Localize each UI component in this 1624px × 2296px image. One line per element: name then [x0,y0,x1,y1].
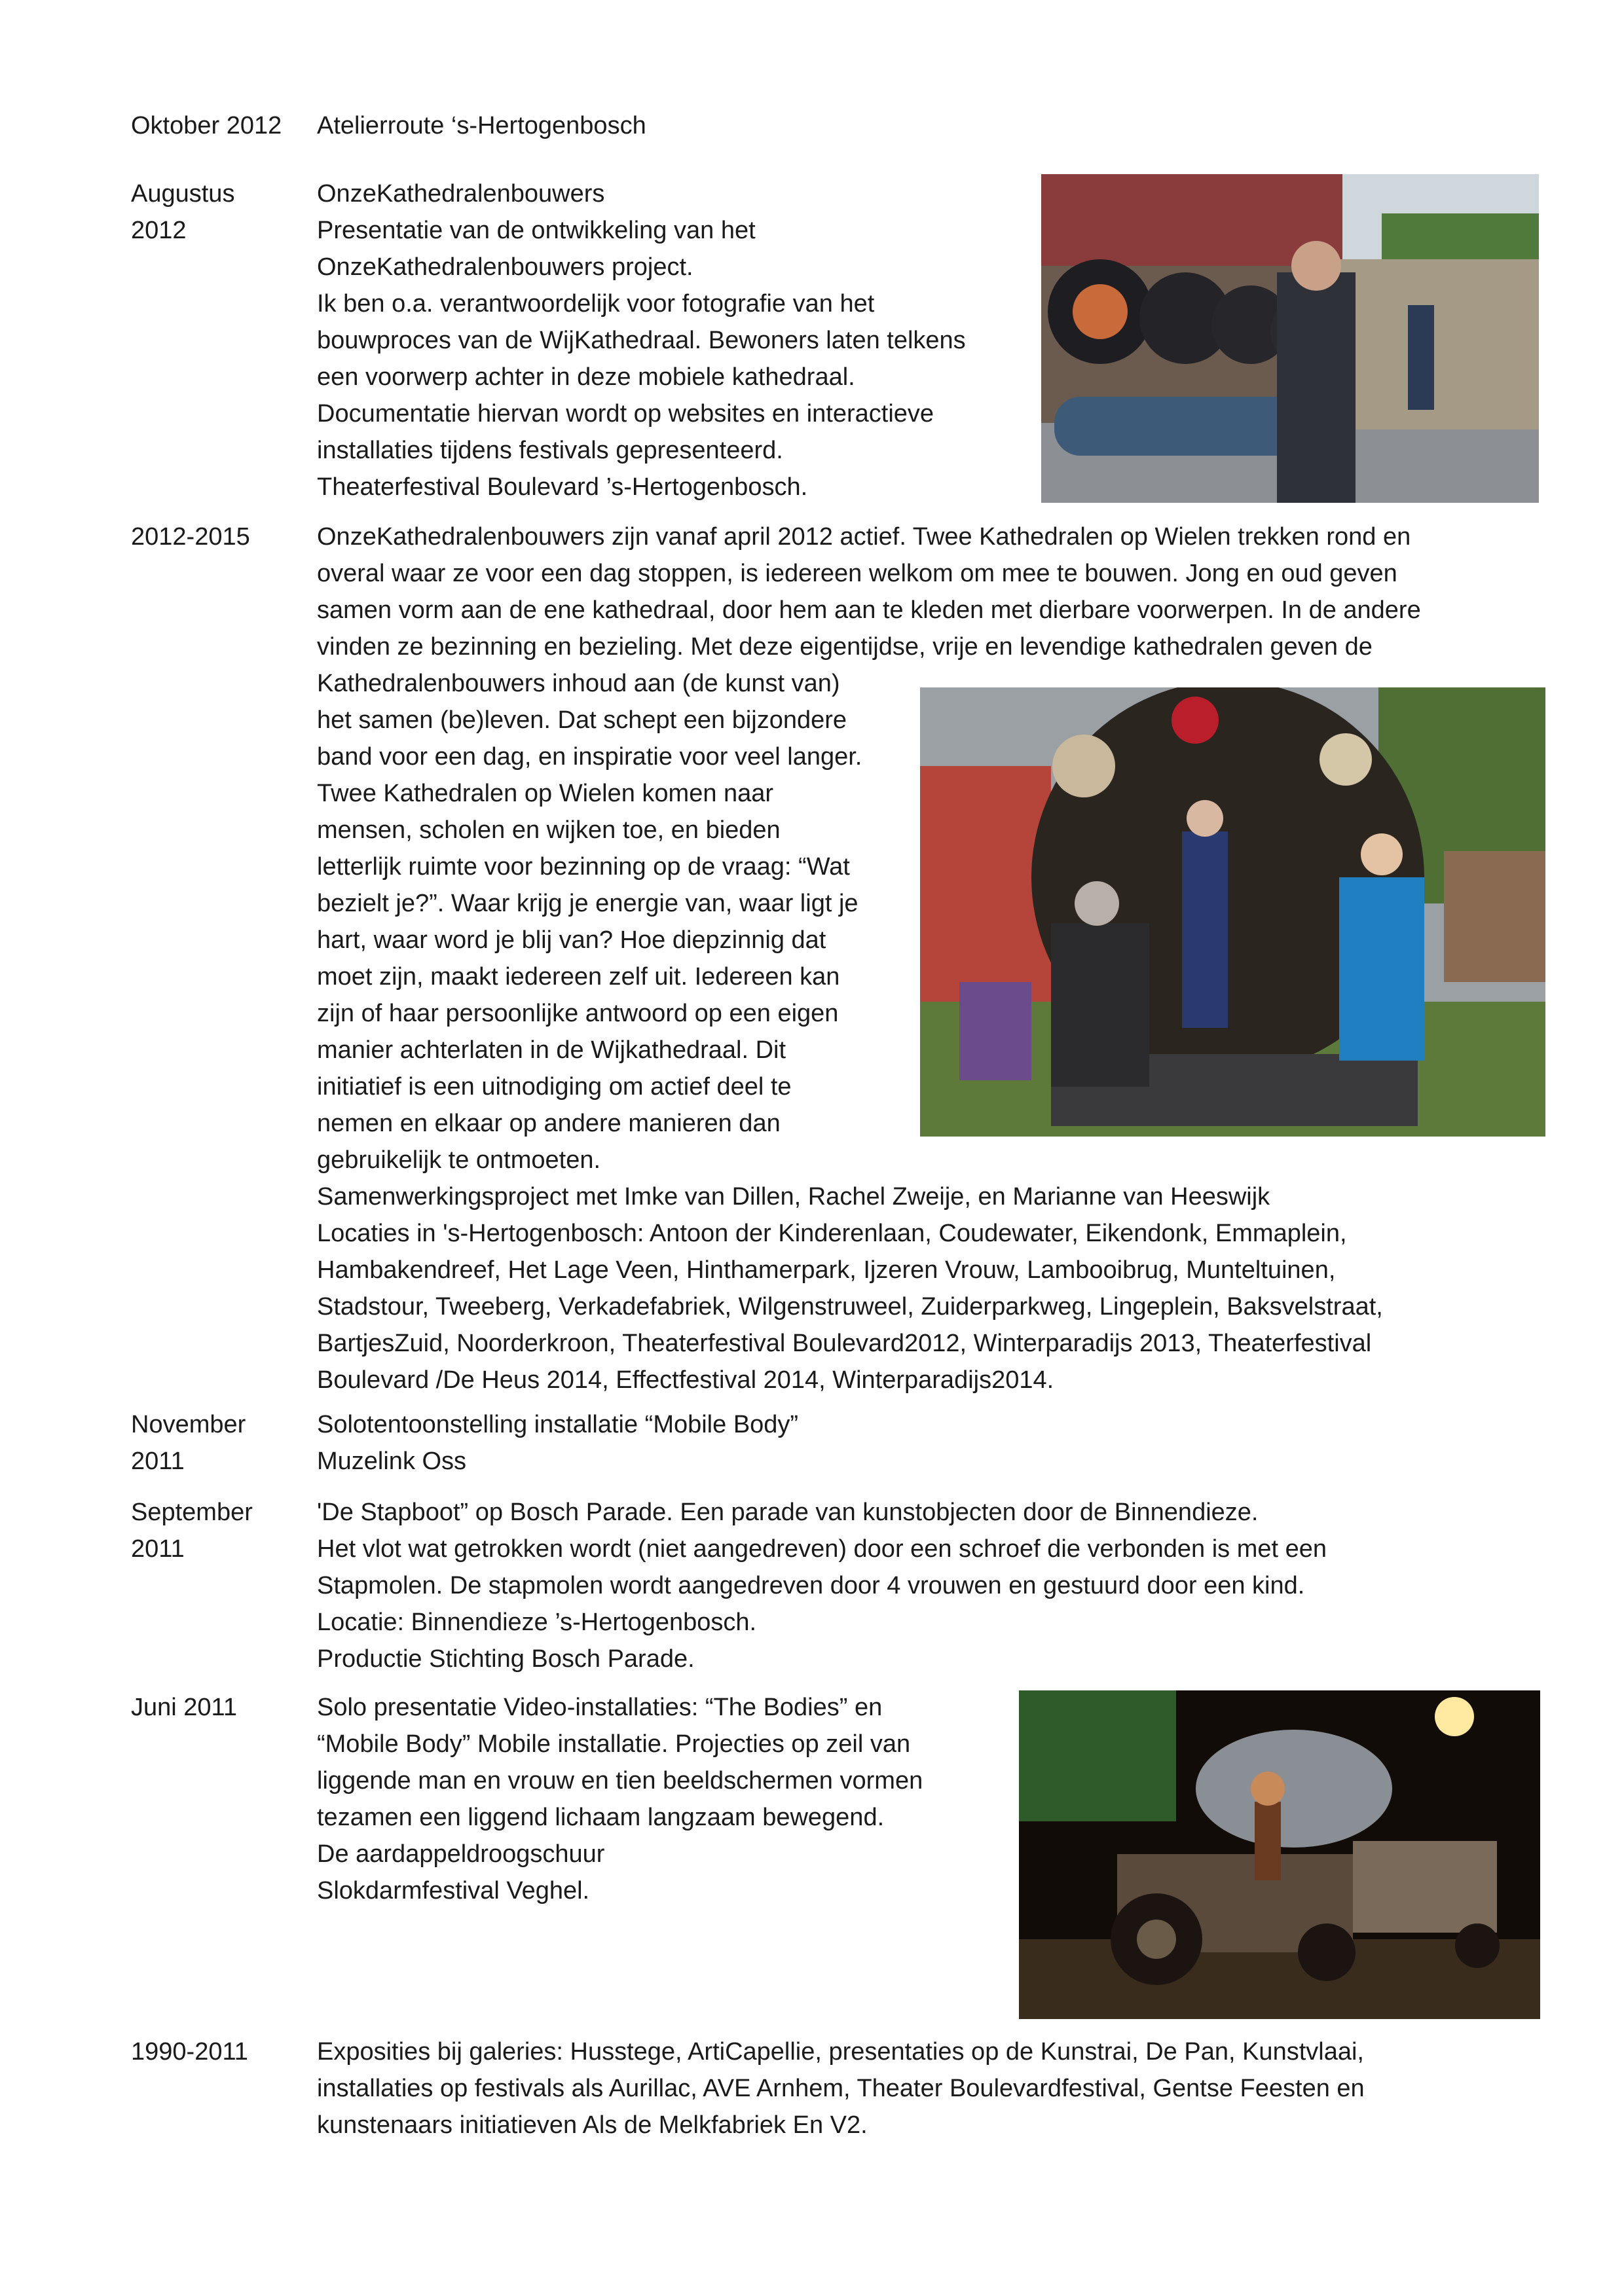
entry-text-atelierroute: Atelierroute ‘s-Hertogenbosch [317,112,646,139]
entry-text-the-bodies: Solo presentatie Video-installaties: “The Bodies” en “Mobile Body” Mobile installatie. Projecties op zeil van liggende man en vrouw en tien beeldschermen vormen tezamen een liggend lichaam langzaam bewegend. De aardappeldroogschuur Slokdarmfestival Veghel. [317,1694,923,1904]
photo-cathedral-tyres [1041,174,1539,503]
photo-wijkathedraal-park [920,687,1545,1137]
entry-text-onzekathedralenbouwers: OnzeKathedralenbouwers Presentatie van de ontwikkeling van het OnzeKathedralenbouwers project. Ik ben o.a. verantwoordelijk voor fotografie van het bouwproces van de WijKathedraal. Bewoners laten telkens een voorwerp achter in deze mobiele kathedraal. Documentatie hiervan wordt op websites en interactieve installaties tijdens festivals gepresenteerd. Theaterfestival Boulevard ’s-Hertogenbosch. [317,180,966,501]
entry-date-november-2011: November 2011 [131,1411,246,1475]
entry-text-stapboot: 'De Stapboot” op Bosch Parade. Een parade van kunstobjecten door de Binnendieze. Het vlot wat getrokken wordt (niet aangedreven) door een schroef die verbonden is met een Stapmolen. De stapmolen wordt aangedreven door 4 vrouwen en gestuurd door een kind. Locatie: Binnendieze ’s-Hertogenbosch. Productie Stichting Bosch Parade. [317,1499,1327,1673]
entry-text-mobile-body: Solotentoonstelling installatie “Mobile Body” Muzelink Oss [317,1411,799,1475]
entry-date-juni-2011: Juni 2011 [131,1694,237,1721]
entry-date-oktober-2012: Oktober 2012 [131,112,282,139]
entry-text-exposities: Exposities bij galeries: Husstege, ArtiCapellie, presentaties op de Kunstrai, De Pan, Kunstvlaai, installaties op festivals als Aurillac, AVE Arnhem, Theater Boulevardfestival, Gentse Feesten en kunstenaars initiatieven Als de Melkfabriek En V2. [317,2038,1365,2139]
entry-date-augustus-2012: Augustus 2012 [131,180,235,244]
entry-date-1990-2011: 1990-2011 [131,2038,248,2066]
photo-tractor-night [1019,1690,1540,2019]
entry-text-kathedralen-op-wielen: OnzeKathedralenbouwers zijn vanaf april 2012 actief. Twee Kathedralen op Wielen trekken rond en overal waar ze voor een dag stoppen, is iedereen welkom om mee te bouwen. Jong en oud geven samen vorm aan de ene kathedraal, door hem aan te kleden met dierbare voorwerpen. In de andere vinden ze bezinning en bezieling. Met deze eigentijdse, vrije en levendige kathedralen geven de Kathedralenbouwers inhoud aan (de kunst van) het samen (be)leven. Dat schept een bijzondere band voor een dag, en inspiratie voor veel langer. Twee Kathedralen op Wielen komen naar mensen, scholen en wijken toe, en bieden letterlijk ruimte voor bezinning op de vraag: “Wat bezielt je?”. Waar krijg je energie van, waar ligt je hart, waar word je blij van? Hoe diepzinnig dat moet zijn, maakt iedereen zelf uit. Iedereen kan zijn of haar persoonlijke antwoord op een eigen manier achterlaten in de Wijkathedraal. Dit initiatief is een uitnodiging om actief deel te nemen en elkaar op andere manieren dan gebruikelijk te ontmoeten. Samenwerkingsproject met Imke van Dillen, Rachel Zweije, en Marianne van Heeswijk Locaties in 's-Hertogenbosch: Antoon der Kinderenlaan, Coudewater, Eikendonk, Emmaplein, Hambakendreef, Het Lage Veen, Hinthamerpark, Ijzeren Vrouw, Lambooibrug, Munteltuinen, Stadstour, Tweeberg, Verkadefabriek, Wilgenstruweel, Zuiderparkweg, Lingeplein, Baksvelstraat, BartjesZuid, Noorderkroon, Theaterfestival Boulevard2012, Winterparadijs 2013, Theaterfestival Boulevard /De Heus 2014, Effectfestival 2014, Winterparadijs2014. [317,523,1421,1394]
entry-date-2012-2015: 2012-2015 [131,523,250,551]
entry-date-september-2011: September 2011 [131,1499,253,1563]
